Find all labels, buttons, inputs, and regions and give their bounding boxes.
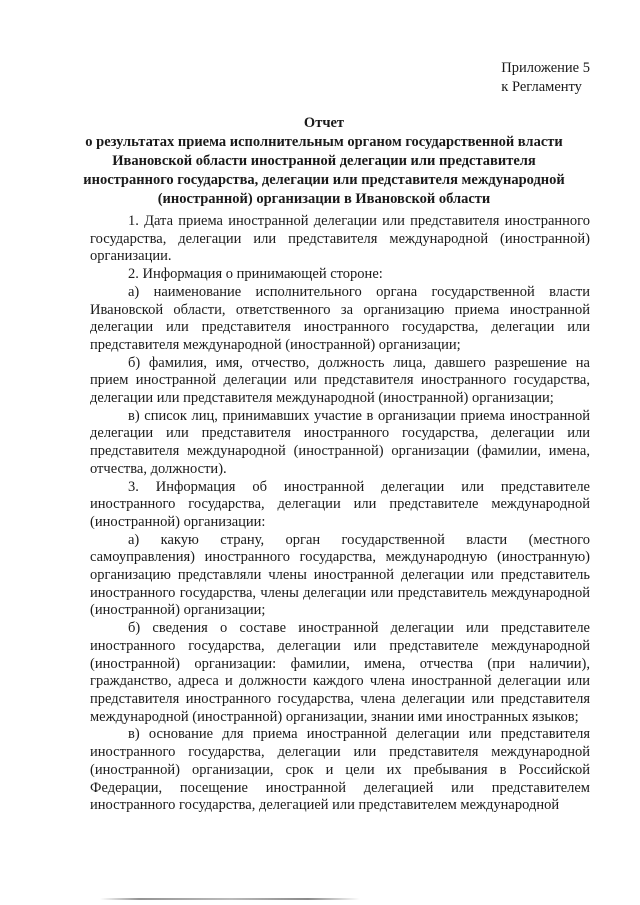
- paragraph-item-2b: б) фамилия, имя, отчество, должность лица, давшего разрешение на прием иностранной делегации или представителя иностранного государства, делегации или представителя международной (иностранной) организации;: [90, 354, 590, 407]
- title-heading: Отчет: [303, 115, 345, 131]
- title-line: (иностранной) организации в Ивановской области: [157, 191, 491, 207]
- document-title: [60, 114, 588, 209]
- paragraph-item-3a: а) какую страну, орган государственной власти (местного самоуправления) иностранного государства, международную (иностранную) организацию представляли члены иностранной делегации или представитель иностранного государства, члены делегации или представитель международной (иностранной) организации;: [90, 531, 590, 619]
- title-line: Ивановской области иностранной делегации или представителя: [112, 153, 536, 169]
- title-line: иностранного государства, делегации или представителя международной: [83, 172, 565, 188]
- appendix-reference: к Регламенту: [501, 79, 582, 95]
- scan-artifact-line: [100, 898, 360, 900]
- paragraph-item-3: 3. Информация об иностранной делегации или представителе иностранного государства, делегации или представителе международной (иностранной) организации:: [90, 478, 590, 530]
- paragraph-item-3b: б) сведения о составе иностранной делегации или представителе иностранного государства, делегации или представителе международной (иностранной) организации: фамилии, имена, отчества (при наличии), гражданство, адреса и должности каждого члена иностранной делегации или представителя иностранного государства, члена делегации или представителя международной (иностранной) организации, знании ими иностранных языков;: [90, 620, 590, 725]
- paragraph-item-1: 1. Дата приема иностранной делегации или представителя иностранного государства, делегации или представителя международной (иностранной) организации.: [90, 213, 590, 265]
- title-line: о результатах приема исполнительным органом государственной власти: [85, 134, 563, 150]
- document-body: [90, 213, 590, 815]
- appendix-note: [501, 59, 590, 97]
- paragraph-item-2c: в) список лиц, принимавших участие в организации приема иностранной делегации или представителя иностранного государства, делегации или представителя международной (иностранной) организации (фамилии, имена, отчества, должности).: [90, 407, 590, 477]
- paragraph-item-2a: а) наименование исполнительного органа государственной власти Ивановской области, ответственного за организацию приема иностранной делегации или представителя иностранного государства, делегации или представителя международной (иностранной) организации;: [90, 283, 590, 353]
- appendix-number: Приложение 5: [501, 60, 590, 76]
- paragraph-item-3c: в) основание для приема иностранной делегации или представителя иностранного государства, делегации или представителя международной (иностранной) организации, срок и цели их пребывания в Российской Федерации, посещение иностранной делегацией или представителем иностранного государства, делегацией или представителем международной: [90, 726, 590, 814]
- paragraph-item-2: 2. Информация о принимающей стороне:: [128, 266, 383, 283]
